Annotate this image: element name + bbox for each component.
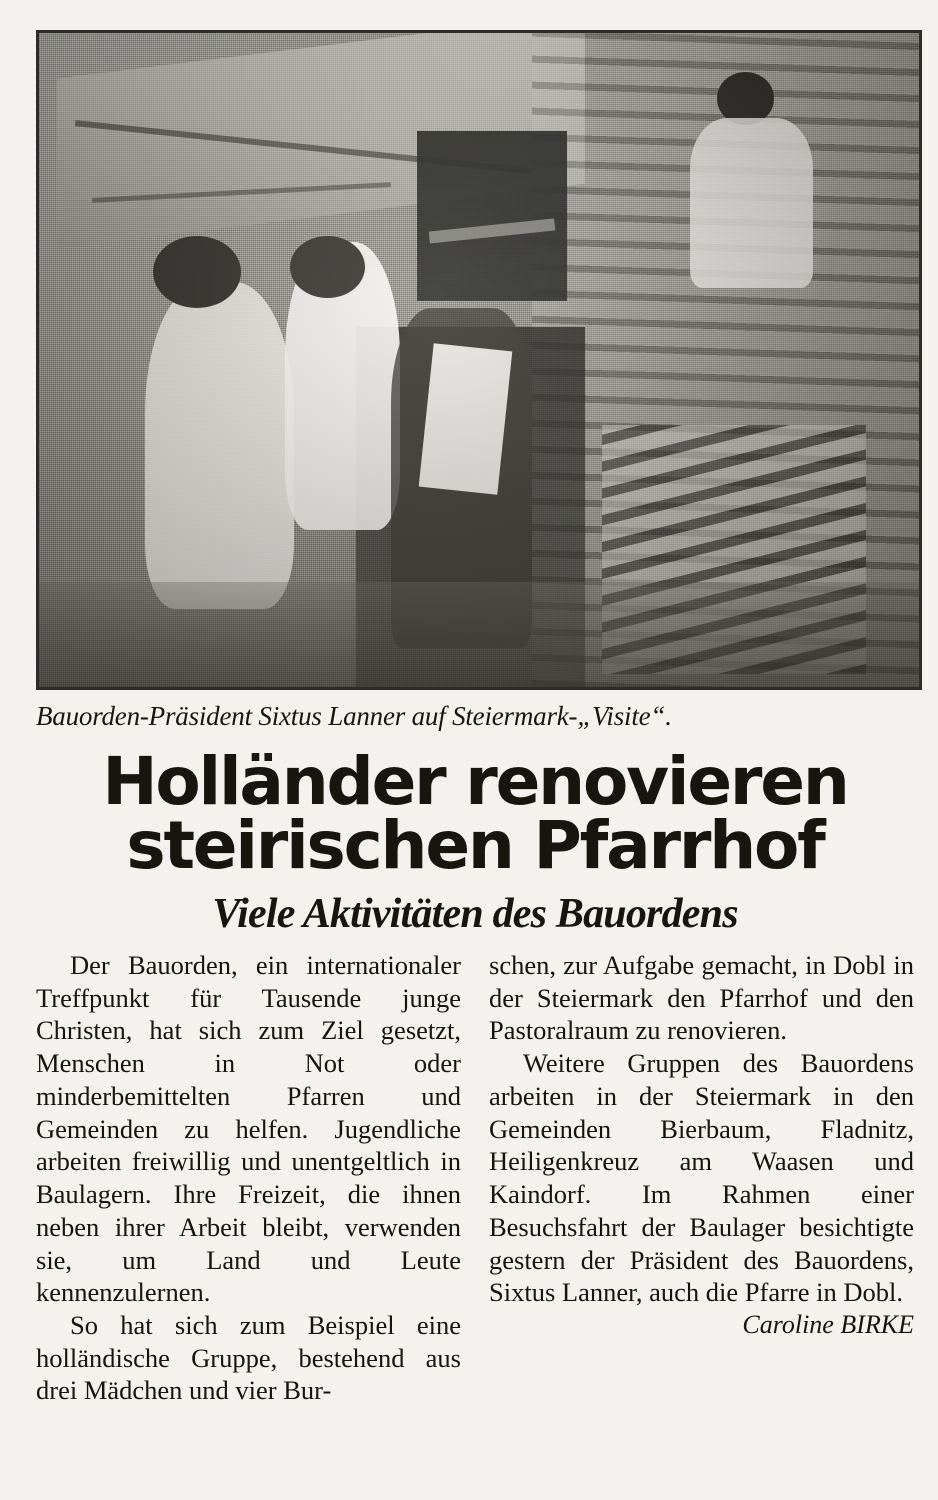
paragraph: Der Bauorden, ein internationaler Treffpunkt für Tausende junge Christen, hat sich zum Ziel gesetzt, Menschen in Not oder minderbemittelten Pfarren und Gemeinden zu helfen. Jugendliche arbeiten freiwillig und unentgeltlich in Baulagern. Ihre Freizeit, die ihnen neben ihrer Arbeit bleibt, verwenden sie, um Land und Leute kennenzulernen.: [36, 950, 461, 1308]
photo-vignette: [39, 33, 919, 687]
article-subheadline: Viele Aktivitäten des Bauordens: [212, 891, 738, 938]
article-byline: Caroline BIRKE: [742, 1309, 914, 1339]
article-photo: [36, 30, 922, 690]
photo-halftone-image: [39, 33, 919, 687]
paragraph: Weitere Gruppen des Bauordens arbeiten in der Steiermark in den Gemeinden Bierbaum, Fladnitz, Heiligenkreuz am Waasen und Kaindorf. Im Rahmen einer Besuchsfahrt der Baulager besichtigte gestern der Präsident des Bauordens, Sixtus Lanner, auch die Pfarre in Dobl.: [489, 1048, 914, 1308]
headline-line-1: Holländer renovieren: [102, 742, 848, 820]
body-column-right: [489, 949, 914, 1407]
paragraph: So hat sich zum Beispiel eine holländische Gruppe, bestehend aus drei Mädchen und vier Bur-: [36, 1309, 461, 1406]
article-body: [36, 949, 914, 1407]
body-column-left: [36, 949, 461, 1407]
headline-line-2: steirischen Pfarrhof: [126, 807, 824, 885]
photo-caption: Bauorden-Präsident Sixtus Lanner auf Steiermark-„Visite“.: [36, 701, 672, 731]
article-headline: [36, 742, 914, 885]
paragraph: schen, zur Aufgabe gemacht, in Dobl in der Steiermark den Pfarrhof und den Pastoralraum zu renovieren.: [489, 950, 914, 1046]
